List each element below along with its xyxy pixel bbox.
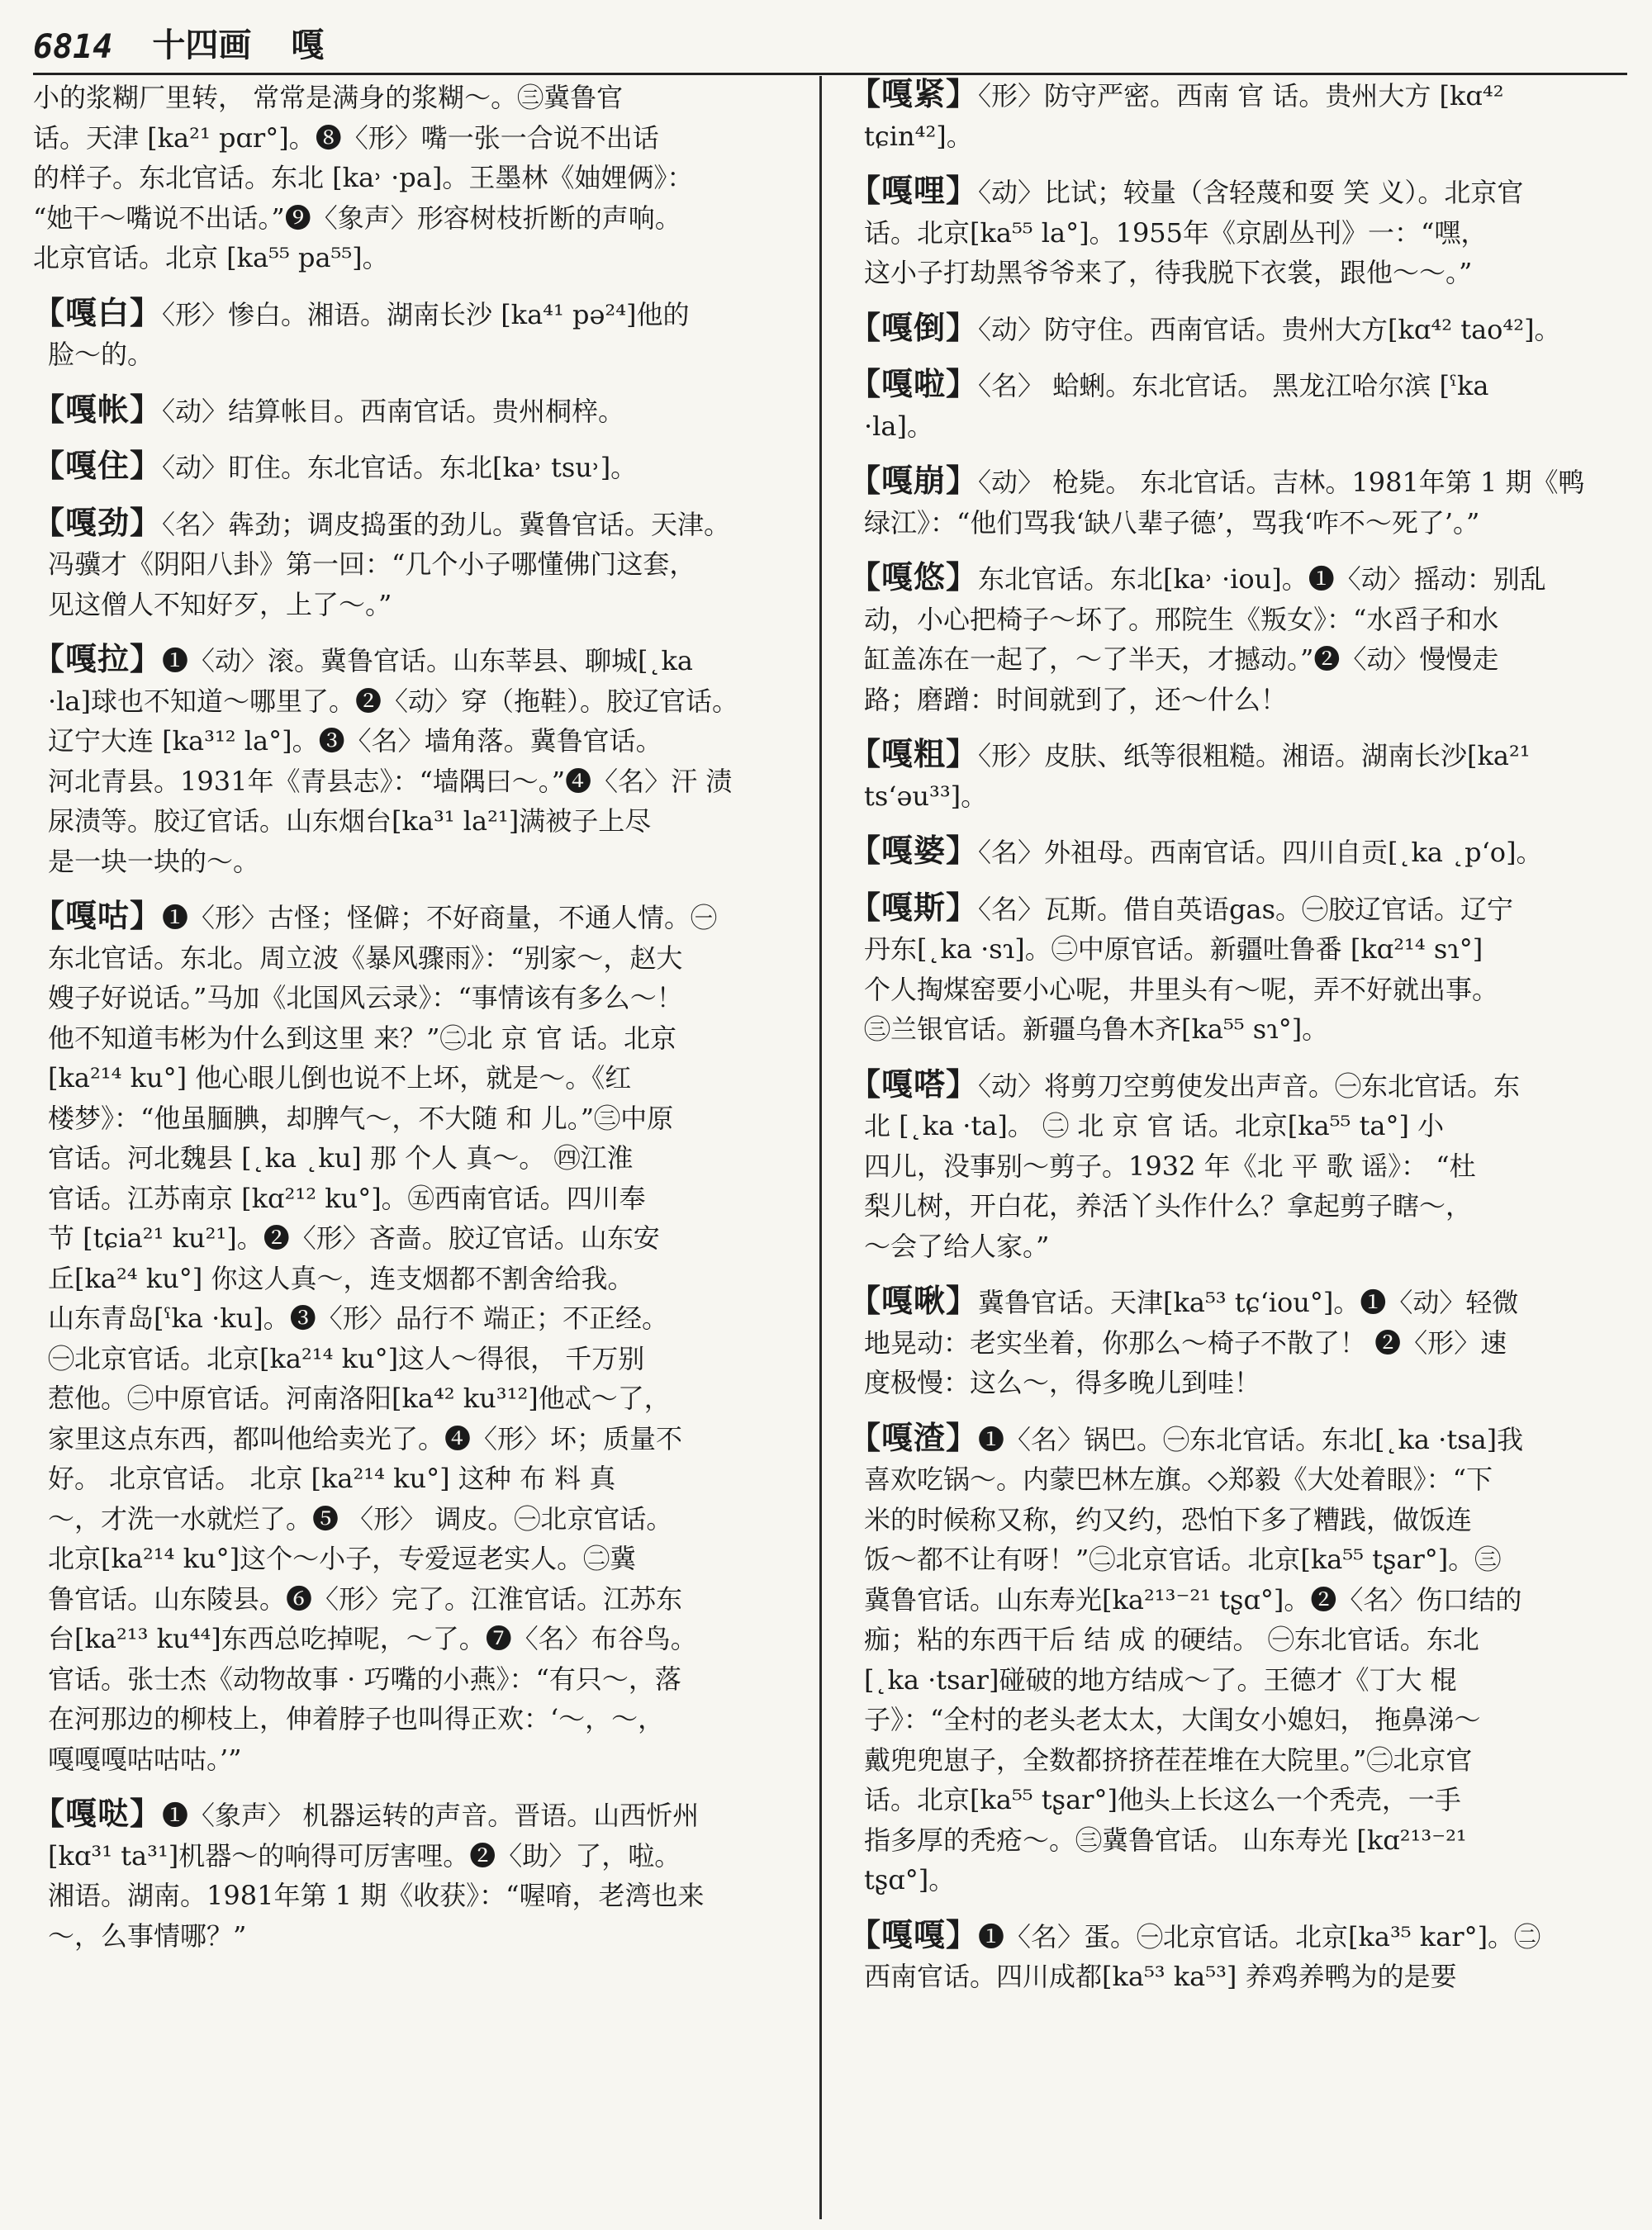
- entry-text: 〈形〉皮肤、纸等很粗糙。湘语。湖南长沙[ka²¹: [978, 740, 1531, 771]
- entry-text: 家里这点东西，都叫他给卖光了。❹〈形〉坏；质量不: [48, 1422, 683, 1454]
- entry-text: ❶〈形〉古怪；怪僻；不好商量，不通人情。㊀: [162, 902, 718, 933]
- entry-line: [849, 116, 1609, 157]
- entry-line: [849, 1459, 1609, 1500]
- entry-text: tɕin⁴²]。: [864, 120, 973, 152]
- entry-text: 东北官话。东北。周立波《暴风骤雨》：“别家～，赵大: [48, 942, 683, 974]
- entry-line: [33, 639, 793, 681]
- entry-text: 山东青岛[ˁka ·ku]。❸〈形〉品行不 端正；不正经。: [48, 1302, 668, 1334]
- entry-headword: 【嘎斯】: [849, 888, 979, 926]
- entry-text: “她干～嘴说不出话。”❾〈象声〉形容树枝折断的声响。: [33, 202, 681, 234]
- entry-line: [849, 1226, 1609, 1267]
- dictionary-entry: [849, 74, 1609, 156]
- dictionary-entry: [33, 78, 793, 278]
- dictionary-entry: [849, 558, 1609, 719]
- entry-line: [849, 888, 1609, 930]
- entry-line: [849, 1009, 1609, 1050]
- dictionary-entry: [33, 390, 793, 432]
- entry-headword: 【嘎婆】: [849, 832, 979, 869]
- dictionary-entry: [33, 446, 793, 488]
- entry-text: 官话。张士杰《动物故事 · 巧嘴的小燕》：“有只～，落: [48, 1663, 681, 1695]
- entry-text: 他不知道韦彬为什么到这里 来？”㊁北 京 官 话。北京: [48, 1022, 677, 1054]
- entry-headword: 【嘎白】: [33, 293, 163, 331]
- entry-line: [33, 1339, 793, 1379]
- entry-headword: 【嘎咕】: [33, 897, 163, 934]
- entry-line: [849, 1106, 1609, 1146]
- entry-headword: 【嘎拉】: [33, 640, 163, 677]
- entry-line: [33, 1876, 793, 1916]
- entry-line: [33, 1739, 793, 1780]
- entry-line: [33, 118, 793, 159]
- entry-line: [849, 1500, 1609, 1540]
- entry-line: [849, 364, 1609, 406]
- entry-line: [33, 681, 793, 722]
- entry-headword: 【嘎嗒】: [849, 1065, 979, 1103]
- entry-line: [849, 308, 1609, 350]
- dictionary-entry: [33, 896, 793, 1779]
- entry-text: 话。天津 [ka²¹ pɑr°]。❽〈形〉嘴一张一合说不出话: [33, 121, 659, 154]
- entry-text: 梨儿树，开白花，养活丫头作什么？拿起剪子瞎～，: [864, 1190, 1473, 1222]
- entry-text: ～，才洗一水就烂了。❺ 〈形〉 调皮。㊀北京官话。: [48, 1502, 673, 1535]
- entry-line: [33, 1459, 793, 1499]
- entry-line: [33, 1098, 793, 1139]
- entry-text: 缸盖冻在一起了，～了半天，才撼动。”❷〈动〉慢慢走: [864, 643, 1499, 675]
- entry-line: [849, 1540, 1609, 1580]
- entry-line: [33, 293, 793, 335]
- entry-line: [849, 558, 1609, 600]
- entry-text: 脸～的。: [48, 339, 154, 370]
- entry-text: 喜欢吃锅～。内蒙巴林左旗。◇郑毅《大处着眼》：“下: [864, 1464, 1493, 1495]
- entry-text: 好。 北京官话。 北京 [ka²¹⁴ ku°] 这种 布 料 真: [48, 1463, 616, 1494]
- entry-line: [849, 1418, 1609, 1460]
- entry-line: [849, 970, 1609, 1010]
- page-header: [33, 15, 1627, 66]
- entry-text: 惹他。㊁中原官话。河南洛阳[ka⁴² ku³¹²]他忒～了，: [48, 1383, 671, 1414]
- entry-text: 尿渍等。胶辽官话。山东烟台[ka³¹ la²¹]满被子上尽: [48, 805, 652, 837]
- dictionary-entry: [33, 503, 793, 625]
- entry-line: [33, 1499, 793, 1540]
- entry-line: [849, 213, 1609, 254]
- entry-text: 是一块一块的～。: [48, 845, 260, 877]
- entry-line: [33, 1259, 793, 1299]
- entry-line: [33, 1619, 793, 1659]
- entry-line: [33, 1699, 793, 1739]
- entry-text: 丘[ka²⁴ ku°] 你这人真～，连支烟都不割舍给我。: [48, 1262, 634, 1294]
- entry-line: [33, 78, 793, 118]
- entry-line: [33, 390, 793, 432]
- entry-line: [849, 600, 1609, 640]
- entry-text: 在河那边的柳枝上，伸着脖子也叫得正欢：‘～，～，: [48, 1703, 665, 1734]
- entry-line: [33, 1298, 793, 1339]
- entry-line: [33, 842, 793, 882]
- entry-text: 北京官话。北京 [ka⁵⁵ pa⁵⁵]。: [33, 242, 389, 273]
- entry-headword: 【嘎啾】: [849, 1282, 979, 1319]
- entry-line: [849, 1780, 1609, 1820]
- entry-text: 河北青县。1931年《青县志》：“墙隅曰～。”❹〈名〉汗 渍: [48, 765, 733, 797]
- entry-text: 话。北京[ka⁵⁵ la°]。1955年《京剧丛刊》一：“嘿，: [864, 216, 1488, 249]
- dictionary-entry: [849, 461, 1609, 543]
- dictionary-entry: [33, 639, 793, 881]
- entry-headword: 【嘎嘎】: [849, 1915, 979, 1953]
- entry-line: [849, 461, 1609, 503]
- entry-line: [849, 929, 1609, 970]
- entry-text: 地晃动：老实坐着，你那么～椅子不散了！ ❷〈形〉速: [864, 1326, 1507, 1359]
- entry-line: [849, 1065, 1609, 1107]
- entry-text: 楼梦》：“他虽腼腆，却脾气～，不大随 和 儿。”㊂中原: [48, 1102, 674, 1134]
- dictionary-entry: [849, 1065, 1609, 1267]
- entry-text: 这小子打劫黑爷爷来了，待我脱下衣裳，跟他～～。”: [864, 257, 1473, 288]
- entry-line: [849, 406, 1609, 447]
- entry-text: ❶〈名〉锅巴。㊀东北官话。东北[˛ka ·tsa]我: [978, 1423, 1524, 1455]
- entry-line: [33, 585, 793, 625]
- entry-line: [849, 1860, 1609, 1900]
- entry-line: [849, 253, 1609, 293]
- entry-line: [849, 1580, 1609, 1620]
- entry-text: 冯骥才《阴阳八卦》第一回：“几个小子哪懂佛门这套，: [48, 548, 696, 580]
- entry-headword: 【嘎劲】: [33, 503, 163, 541]
- right-column: [849, 74, 1609, 2218]
- entry-line: [33, 1539, 793, 1579]
- entry-text: ·la]球也不知道～哪里了。❷〈动〉穿（拖鞋）。胶辽官话。: [48, 685, 738, 717]
- entry-line: [33, 1378, 793, 1419]
- entry-headword: 【嘎紧】: [849, 75, 979, 112]
- column-divider: [819, 76, 822, 2219]
- entry-text: 官话。河北魏县 [˛ka ˛ku] 那 个人 真～。 ㊃江淮: [48, 1142, 634, 1174]
- entry-line: [33, 1794, 793, 1836]
- entry-text: ㊀北京官话。北京[ka²¹⁴ ku°]这人～得很， 千万别: [48, 1342, 645, 1374]
- entry-text: 的样子。东北官话。东北 [ka˒ ·pa]。王墨林《妯娌俩》：: [33, 162, 694, 193]
- entry-text: 台[ka²¹³ ku⁴⁴]东西总吃掉呢，～了。❼〈名〉布谷鸟。: [48, 1623, 697, 1654]
- page-number: 6814: [33, 28, 113, 66]
- entry-text: 西南官话。四川成都[ka⁵³ ka⁵³] 养鸡养鸭为的是要: [864, 1961, 1457, 1992]
- entry-text: 〈动〉比试；较量（含轻蔑和耍 笑 义）。北京官: [978, 177, 1524, 208]
- entry-text: 〈动〉防守住。西南官话。贵州大方[kɑ⁴² tao⁴²]。: [978, 313, 1561, 345]
- entry-line: [33, 1419, 793, 1459]
- entry-line: [33, 446, 793, 488]
- entry-headword: 【嘎啦】: [849, 365, 979, 402]
- entry-line: [849, 1323, 1609, 1364]
- entry-line: [33, 896, 793, 938]
- entry-text: 〈名〉 蛤蜊。东北官话。 黑龙江哈尔滨 [ˁka: [978, 370, 1489, 401]
- entry-text: 湘语。湖南。1981年第 1 期《收获》：“喔唷，老湾也来: [48, 1880, 705, 1911]
- entry-text: ·la]。: [864, 410, 933, 442]
- entry-text: ❶〈名〉蛋。㊀北京官话。北京[ka³⁵ kar°]。㊁: [978, 1920, 1541, 1952]
- entry-text: 〈动〉盯住。东北官话。东北[ka˒ tsu˒]。: [162, 452, 638, 483]
- entry-text: 绿江》：“他们骂我‘缺八辈子德’，骂我‘咋不～死了’。”: [864, 506, 1480, 539]
- entry-headword: 【嘎帐】: [33, 390, 163, 428]
- dictionary-entry: [849, 1281, 1609, 1403]
- entry-text: 官话。江苏南京 [kɑ²¹² ku°]。㊄西南官话。四川奉: [48, 1182, 646, 1214]
- entry-line: [849, 1363, 1609, 1403]
- entry-line: [33, 1218, 793, 1259]
- entry-text: ～会了给人家。”: [864, 1230, 1050, 1262]
- entry-line: [849, 734, 1609, 776]
- entry-line: [33, 978, 793, 1018]
- entry-text: 〈名〉犇劲；调皮捣蛋的劲儿。冀鲁官话。天津。: [162, 508, 731, 540]
- entry-headword: 【嘎渣】: [849, 1418, 979, 1456]
- entry-headword: 【嘎崩】: [849, 462, 979, 499]
- entry-text: 北京[ka²¹⁴ ku°]这个～小子，专爱逗老实人。㊁冀: [48, 1543, 637, 1574]
- entry-line: [33, 1138, 793, 1179]
- entry-line: [849, 1957, 1609, 1997]
- entry-text: ～，么事情哪？”: [48, 1919, 247, 1952]
- entry-line: [849, 1186, 1609, 1226]
- entry-line: [849, 1281, 1609, 1323]
- entry-text: 个人掏煤窑要小心呢，井里头有～呢，弄不好就出事。: [864, 973, 1499, 1005]
- entry-line: [849, 1620, 1609, 1660]
- entry-line: [33, 503, 793, 545]
- entry-line: [33, 1179, 793, 1219]
- entry-line: [849, 1700, 1609, 1740]
- entry-text: 见这僧人不知好歹，上了～。”: [48, 588, 392, 620]
- entry-headword: 【嘎哒】: [33, 1795, 163, 1832]
- entry-line: [33, 544, 793, 585]
- entry-text: 话。北京[ka⁵⁵ tʂar°]他头上长这么一个秃壳，一手: [864, 1784, 1461, 1815]
- entry-text: 子》：“全村的老头老太太，大闺女小媳妇， 拖鼻涕～: [864, 1704, 1481, 1735]
- entry-text: 度极慢：这么～，得多晚儿到哇！: [864, 1367, 1261, 1398]
- entry-text: 鲁官话。山东陵县。❻〈形〉完了。江淮官话。江苏东: [48, 1582, 683, 1615]
- entry-line: [849, 74, 1609, 116]
- entry-line: [849, 503, 1609, 543]
- entry-text: 节 [tɕia²¹ ku²¹]。❷〈形〉吝啬。胶辽官话。山东安: [48, 1222, 660, 1254]
- entry-text: tʂɑ°]。: [864, 1864, 956, 1896]
- entry-headword: 【嘎倒】: [849, 308, 979, 346]
- entry-line: [849, 776, 1609, 817]
- entry-text: [ka²¹⁴ ku°] 他心眼儿倒也说不上坏，就是～。《红: [48, 1062, 632, 1094]
- entry-text: 辽宁大连 [ka³¹² la°]。❸〈名〉墙角落。冀鲁官话。: [48, 725, 662, 757]
- entry-text: 小的浆糊厂里转， 常常是满身的浆糊～。㊂冀鲁官: [33, 82, 624, 113]
- entry-line: [33, 762, 793, 802]
- entry-text: 〈动〉将剪刀空剪使发出声音。㊀东北官话。东: [978, 1070, 1521, 1102]
- entry-line: [849, 1820, 1609, 1861]
- entry-line: [849, 831, 1609, 873]
- entry-line: [33, 1916, 793, 1957]
- entry-text: 路；磨蹭：时间就到了，还～什么！: [864, 683, 1288, 715]
- entry-text: [˛ka ·tsar]碰破的地方结成～了。王德才《丁大 棍: [864, 1663, 1457, 1696]
- entry-text: 冀鲁官话。天津[ka⁵³ tɕ‘iou°]。❶〈动〉轻微: [978, 1287, 1519, 1318]
- entry-line: [849, 1660, 1609, 1701]
- entry-line: [33, 1579, 793, 1620]
- entry-text: 戴兜兜崽子，全数都挤挤茬茬堆在大院里。”㊁北京官: [864, 1744, 1473, 1776]
- entry-text: 〈动〉 枪毙。 东北官话。吉林。1981年第 1 期《鸭: [978, 467, 1585, 498]
- entry-line: [33, 158, 793, 198]
- entry-text: ❶〈象声〉 机器运转的声音。晋语。山西忻州: [162, 1800, 700, 1831]
- entry-line: [849, 1146, 1609, 1187]
- dictionary-entry: [849, 1418, 1609, 1900]
- entry-text: 嘎嘎嘎咕咕咕。’”: [48, 1743, 242, 1775]
- dictionary-entry: [849, 171, 1609, 293]
- entry-headword: 【嘎悠】: [849, 558, 979, 595]
- entry-line: [849, 680, 1609, 720]
- entry-line: [33, 1018, 793, 1059]
- entry-line: [849, 171, 1609, 213]
- dictionary-entry: [33, 293, 793, 375]
- entry-text: 米的时候称又称，约又约，恐怕下多了糟践，做饭连: [864, 1503, 1473, 1535]
- entry-text: 四儿，没事别～剪子。1932 年《北 平 歌 谣》： “杜: [864, 1150, 1476, 1182]
- entry-text: 〈动〉结算帐目。西南官话。贵州桐梓。: [162, 395, 625, 427]
- stroke-section: 十四画: [152, 26, 252, 64]
- entry-line: [33, 198, 793, 239]
- section-character: 嘎: [291, 26, 325, 64]
- entry-headword: 【嘎哩】: [849, 172, 979, 209]
- entry-text: 指多厚的秃疮～。㊂冀鲁官话。 山东寿光 [kɑ²¹³⁻²¹: [864, 1824, 1467, 1856]
- entry-line: [849, 1915, 1609, 1957]
- entry-text: 嫂子好说话。”马加《北国风云录》：“事情该有多么～！: [48, 982, 683, 1013]
- dictionary-entry: [849, 888, 1609, 1050]
- entry-text: [kɑ³¹ ta³¹]机器～的响得可厉害哩。❷〈助〉了，啦。: [48, 1839, 681, 1872]
- entry-text: ts‘əu³³]。: [864, 780, 988, 812]
- entry-text: 〈形〉防守严密。西南 官 话。贵州大方 [kɑ⁴²: [978, 80, 1504, 112]
- entry-line: [33, 721, 793, 762]
- left-column: [33, 74, 793, 2218]
- entry-line: [33, 1058, 793, 1098]
- entry-line: [33, 334, 793, 375]
- entry-text: 痂；粘的东西干后 结 成 的硬结。 ㊀东北官话。东北: [864, 1624, 1479, 1655]
- entry-line: [33, 801, 793, 842]
- dictionary-entry: [849, 1915, 1609, 1997]
- entry-text: 〈名〉瓦斯。借自英语gas。㊀胶辽官话。辽宁: [978, 893, 1514, 925]
- dictionary-entry: [33, 1794, 793, 1956]
- entry-text: 丹东[˛ka ·sɿ]。㊁中原官话。新疆吐鲁番 [kɑ²¹⁴ sɿ°]: [864, 933, 1483, 965]
- entry-text: ❶〈动〉滚。冀鲁官话。山东莘县、聊城[˛ka: [162, 645, 693, 676]
- entry-text: 动，小心把椅子～坏了。邢院生《叛女》：“水舀子和水: [864, 603, 1499, 635]
- dictionary-entry: [849, 734, 1609, 816]
- dictionary-entry: [849, 308, 1609, 350]
- dictionary-entry: [849, 364, 1609, 446]
- entry-text: 东北官话。东北[ka˒ ·iou]。❶〈动〉摇动：别乱: [978, 563, 1546, 595]
- entry-line: [33, 1659, 793, 1700]
- entry-line: [849, 1740, 1609, 1781]
- entry-text: 〈名〉外祖母。西南官话。四川自贡[˛ka ˛p‘o]。: [978, 837, 1543, 868]
- entry-text: 冀鲁官话。山东寿光[ka²¹³⁻²¹ tʂɑ°]。❷〈名〉伤口结的: [864, 1583, 1522, 1616]
- entry-line: [33, 938, 793, 979]
- entry-text: 饭～都不让有呀！”㊁北京官话。北京[ka⁵⁵ tʂar°]。㊂: [864, 1544, 1502, 1575]
- entry-headword: 【嘎住】: [33, 447, 163, 484]
- dictionary-entry: [849, 831, 1609, 873]
- entry-text: ㊂兰银官话。新疆乌鲁木齐[ka⁵⁵ sɿ°]。: [864, 1013, 1329, 1045]
- entry-line: [33, 238, 793, 278]
- entry-text: 北 [˛ka ·ta]。 ㊁ 北 京 官 话。北京[ka⁵⁵ ta°] 小: [864, 1110, 1445, 1141]
- entry-headword: 【嘎粗】: [849, 735, 979, 772]
- entry-text: 〈形〉惨白。湘语。湖南长沙 [ka⁴¹ pə²⁴]他的: [162, 298, 690, 330]
- entry-line: [849, 639, 1609, 680]
- entry-line: [33, 1836, 793, 1877]
